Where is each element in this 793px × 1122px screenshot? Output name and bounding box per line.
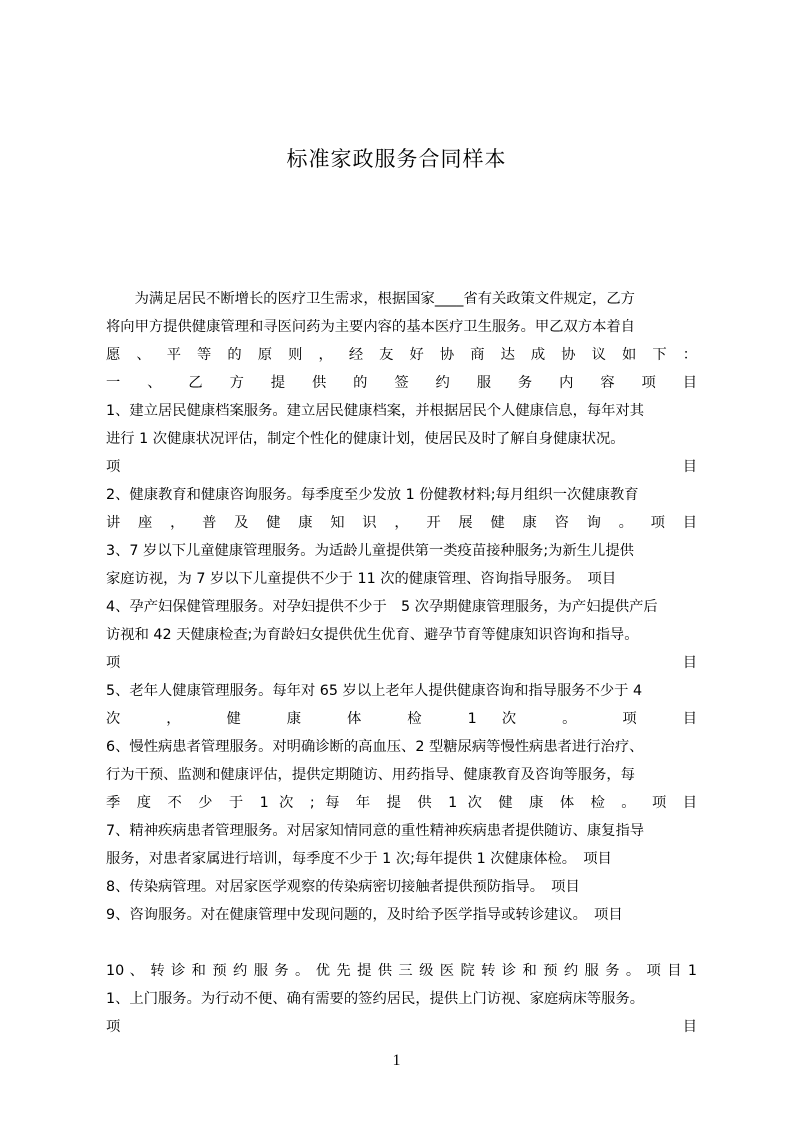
body-line: 为满足居民不断增长的医疗卫生需求，根据国家____省有关政策文件规定，乙方 [106,291,635,307]
body-line: 行为干预、监测和健康评估，提供定期随访、用药指导、健康教育及咨询等服务，每 [106,767,635,783]
body-line: 3、7 岁以下儿童健康管理服务。为适龄儿童提供第一类疫苗接种服务;为新生儿提供 [106,543,634,559]
body-line: 9、咨询服务。对在健康管理中发现问题的，及时给予医学指导或转诊建议。 项目 [106,907,623,923]
body-line: 次 ， 健 康 体 检 1 次 。 项 目 [106,711,697,727]
body-line: 1、建立居民健康档案服务。建立居民健康档案，并根据居民个人健康信息，每年对其 [106,403,645,419]
body-line: 访视和 42 天健康检查;为育龄妇女提供优生优育、避孕节育等健康知识咨询和指导。 [106,627,639,643]
body-line: 将向甲方提供健康管理和寻医问药为主要内容的基本医疗卫生服务。甲乙双方本着自 [106,319,635,335]
body-line: 项 目 [106,1019,697,1035]
body-line: 一 、 乙 方 提 供 的 签 约 服 务 内 容 项 目 [106,375,697,391]
body-line: 家庭访视，为 7 岁以下儿童提供不少于 11 次的健康管理、咨询指导服务。 项目 [106,571,617,587]
body-line: 进行 1 次健康状况评估，制定个性化的健康计划，使居民及时了解自身健康状况。 [106,431,625,447]
body-line: 7、精神疾病患者管理服务。对居家知情同意的重性精神疾病患者提供随访、康复指导 [106,823,645,839]
body-line: 6、慢性病患者管理服务。对明确诊断的高血压、2 型糖尿病等慢性病患者进行治疗、 [106,739,644,755]
page-number: 1 [392,1052,401,1069]
body-line: 8、传染病管理。对居家医学观察的传染病密切接触者提供预防指导。 项目 [106,879,580,895]
body-line: 2、健康教育和健康咨询服务。每季度至少发放 1 份健教材料;每月组织一次健康教育 [106,487,639,503]
body-line: 4、孕产妇保健管理服务。对孕妇提供不少于 5 次孕期健康管理服务，为产妇提供产后 [106,599,658,615]
document-title: 标准家政服务合同样本 [286,147,507,171]
body-line: 项 目 [106,459,697,475]
body-line: 愿 、 平 等 的 原 则 ， 经 友 好 协 商 达 成 协 议 如 下 ： [106,347,697,363]
body-line: 季 度 不 少 于 1 次 ; 每 年 提 供 1 次 健 康 体 检 。 项 目 [106,795,697,811]
body-line: 项 目 [106,655,697,671]
body-line: 1、上门服务。为行动不便、确有需要的签约居民，提供上门访视、家庭病床等服务。 [106,991,645,1007]
body-line [106,930,697,956]
body-line: 5、老年人健康管理服务。每年对 65 岁以上老年人提供健康咨询和指导服务不少于 4 [106,683,643,699]
body-line: 10 、 转 诊 和 预 约 服 务 。 优 先 提 供 三 级 医 院 转 诊 和 预 约 服 务 。 项 目 1 [106,963,697,979]
body-line: 讲 座 ， 普 及 健 康 知 识 ， 开 展 健 康 咨 询 。 项 目 [106,515,697,531]
body-line: 服务，对患者家属进行培训，每季度不少于 1 次;每年提供 1 次健康体检。 项目 [106,851,612,867]
